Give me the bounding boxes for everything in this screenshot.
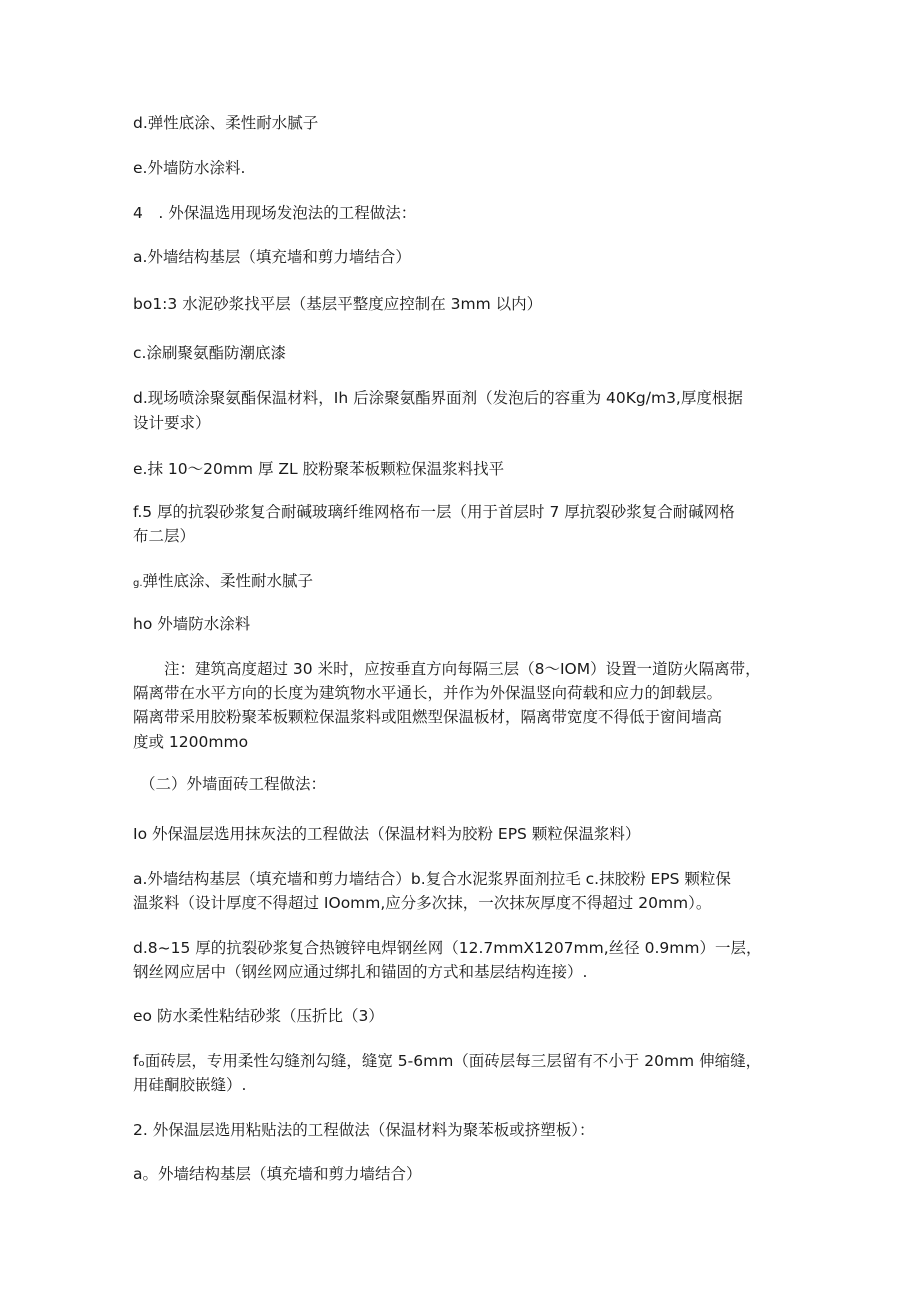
item-c-primer: c.涂刷聚氨酯防潮底漆	[133, 344, 286, 362]
item-f-tile-layer-line1: fₒ面砖层，专用柔性勾缝剂勾缝，缝宽 5-6mm（面砖层每三层留有不小于 20mm 伸缩缝，	[133, 1052, 762, 1070]
items-abc-line1: a.外墙结构基层（填充墙和剪力墙结合）b.复合水泥浆界面剂拉毛 c.抹胶粉 EPS 颗粒保	[133, 870, 731, 888]
item-f-mesh-line2: 布二层）	[133, 527, 196, 545]
item-d-elastic-primer: d.弹性底涂、柔性耐水腻子	[133, 114, 319, 132]
item-f-tile-layer-line2: 用硅酮胶嵌缝）.	[133, 1076, 247, 1094]
item-1-plaster-method: Io 外保温层选用抹灰法的工程做法（保温材料为胶粉 EPS 颗粒保温浆料）	[133, 825, 641, 843]
note-line4: 度或 1200mmo	[133, 733, 249, 751]
item-g-prefix: g.	[133, 578, 143, 589]
item-e-plaster-leveling: e.抹 10～20mm 厚 ZL 胶粉聚苯板颗粒保温浆料找平	[133, 460, 505, 478]
item-d-spray-foam-line2: 设计要求）	[133, 414, 211, 432]
item-d-steel-mesh-line2: 钢丝网应居中（钢丝网应通过绑扎和锚固的方式和基层结构连接）.	[133, 963, 588, 981]
section-2-heading: （二）外墙面砖工程做法：	[140, 775, 327, 793]
items-abc-line2: 温浆料（设计厚度不得超过 IOomm,应分多次抹，一次抹灰厚度不得超过 20mm）。	[133, 894, 712, 912]
item-h-waterproof-coating: ho 外墙防水涂料	[133, 615, 251, 633]
note-line2: 隔离带在水平方向的长度为建筑物水平通长，并作为外保温竖向荷载和应力的卸载层。	[133, 684, 723, 702]
section-4-heading: 4 . 外保温选用现场发泡法的工程做法：	[133, 204, 417, 222]
item-g-elastic-primer	[133, 569, 793, 596]
item-e-bonding-mortar: eo 防水柔性粘结砂浆（压折比（3）	[133, 1007, 384, 1025]
item-f-mesh-line1: f.5 厚的抗裂砂浆复合耐碱玻璃纤维网格布一层（用于首层时 7 厚抗裂砂浆复合耐碱网格	[133, 503, 735, 521]
item-g-text: 弹性底涂、柔性耐水腻子	[142, 572, 314, 590]
item-b-leveling-layer: bo1:3 水泥砂浆找平层（基层平整度应控制在 3mm 以内）	[133, 295, 543, 313]
item-a-structure-base: a.外墙结构基层（填充墙和剪力墙结合）	[133, 248, 411, 266]
item-d-steel-mesh-line1: d.8~15 厚的抗裂砂浆复合热镀锌电焊钢丝网（12.7mmX1207mm,丝径 0.9mm）一层，	[133, 939, 762, 957]
item-2-adhesive-method: 2. 外保温层选用粘贴法的工程做法（保温材料为聚苯板或挤塑板）：	[133, 1121, 595, 1139]
item-d-spray-foam-line1: d.现场喷涂聚氨酯保温材料，Ih 后涂聚氨酯界面剂（发泡后的容重为 40Kg∕m3,厚度根据	[133, 389, 743, 407]
item-a-structure-base-2: a。外墙结构基层（填充墙和剪力墙结合）	[133, 1165, 422, 1183]
note-line3: 隔离带采用胶粉聚苯板颗粒保温浆料或阻燃型保温板材，隔离带宽度不得低于窗间墙高	[133, 708, 723, 726]
note-line1: 注：建筑高度超过 30 米时，应按垂直方向每隔三层（8～IOM）设置一道防火隔离带，	[133, 660, 761, 678]
item-e-waterproof-coating: e.外墙防水涂料.	[133, 159, 246, 177]
